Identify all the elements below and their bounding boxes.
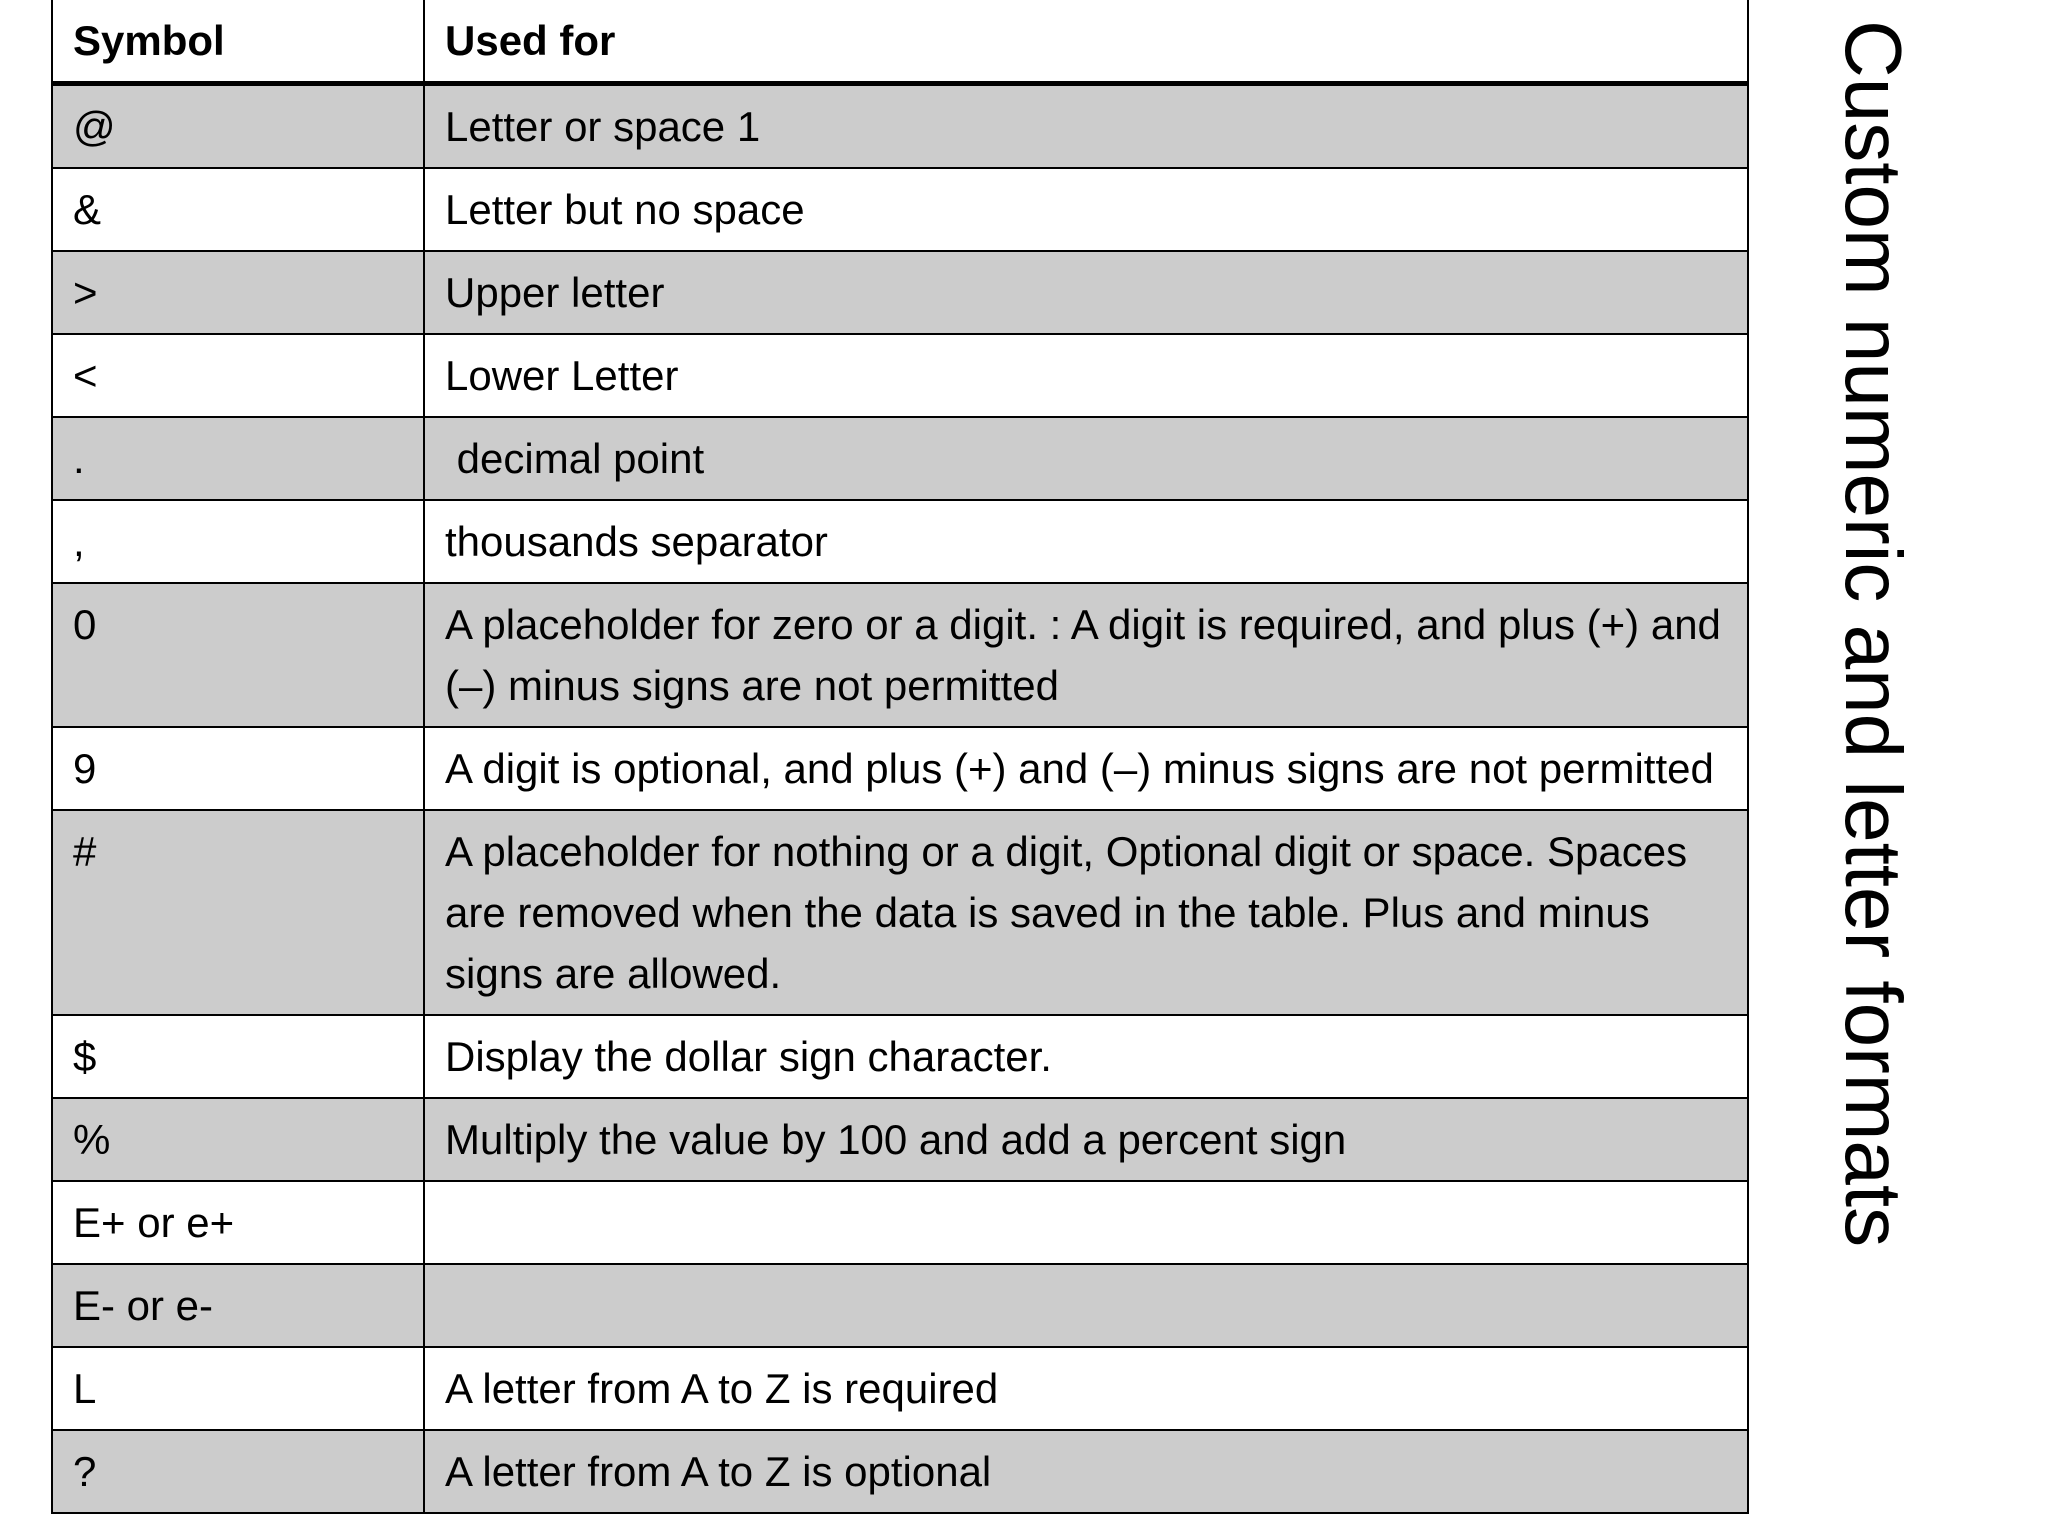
formats-table <box>51 0 1749 1514</box>
used-for-cell: decimal point <box>424 417 1748 500</box>
table-row <box>52 168 1748 251</box>
used-for-cell: Letter or space 1 <box>424 84 1748 169</box>
table-row <box>52 727 1748 810</box>
symbol-cell: 9 <box>52 727 424 810</box>
symbol-cell: ? <box>52 1430 424 1513</box>
symbol-cell: L <box>52 1347 424 1430</box>
used-for-cell: A placeholder for zero or a digit. : A digit is required, and plus (+) and (–) minus signs are not permitted <box>424 583 1748 727</box>
used-for-cell: Lower Letter <box>424 334 1748 417</box>
slide-title-container <box>1818 0 1928 1536</box>
used-for-cell: A placeholder for nothing or a digit, Optional digit or space. Spaces are removed when the data is saved in the table. Plus and minus signs are allowed. <box>424 810 1748 1015</box>
formats-table-container <box>51 0 1747 1514</box>
table-row <box>52 84 1748 169</box>
used-for-cell: Letter but no space <box>424 168 1748 251</box>
used-for-cell: Display the dollar sign character. <box>424 1015 1748 1098</box>
symbol-cell: & <box>52 168 424 251</box>
table-row <box>52 417 1748 500</box>
table-row <box>52 583 1748 727</box>
header-used-for: Used for <box>424 0 1748 84</box>
table-row <box>52 1181 1748 1264</box>
symbol-cell: . <box>52 417 424 500</box>
symbol-cell: , <box>52 500 424 583</box>
symbol-cell: 0 <box>52 583 424 727</box>
header-symbol: Symbol <box>52 0 424 84</box>
used-for-cell <box>424 1181 1748 1264</box>
symbol-cell: $ <box>52 1015 424 1098</box>
slide-title: Custom numeric and letter formats <box>1829 20 1918 1248</box>
table-row <box>52 251 1748 334</box>
table-header-row <box>52 0 1748 84</box>
table-row <box>52 1347 1748 1430</box>
used-for-cell: Multiply the value by 100 and add a percent sign <box>424 1098 1748 1181</box>
symbol-cell: @ <box>52 84 424 169</box>
symbol-cell: % <box>52 1098 424 1181</box>
symbol-cell: E- or e- <box>52 1264 424 1347</box>
used-for-cell: thousands separator <box>424 500 1748 583</box>
symbol-cell: > <box>52 251 424 334</box>
used-for-cell: A letter from A to Z is required <box>424 1347 1748 1430</box>
used-for-cell: Upper letter <box>424 251 1748 334</box>
used-for-cell <box>424 1264 1748 1347</box>
table-row <box>52 500 1748 583</box>
table-row <box>52 1098 1748 1181</box>
used-for-cell: A digit is optional, and plus (+) and (–) minus signs are not permitted <box>424 727 1748 810</box>
table-row <box>52 1015 1748 1098</box>
table-row <box>52 334 1748 417</box>
symbol-cell: # <box>52 810 424 1015</box>
table-row <box>52 1430 1748 1513</box>
symbol-cell: < <box>52 334 424 417</box>
table-row <box>52 1264 1748 1347</box>
table-row <box>52 810 1748 1015</box>
used-for-cell: A letter from A to Z is optional <box>424 1430 1748 1513</box>
symbol-cell: E+ or e+ <box>52 1181 424 1264</box>
